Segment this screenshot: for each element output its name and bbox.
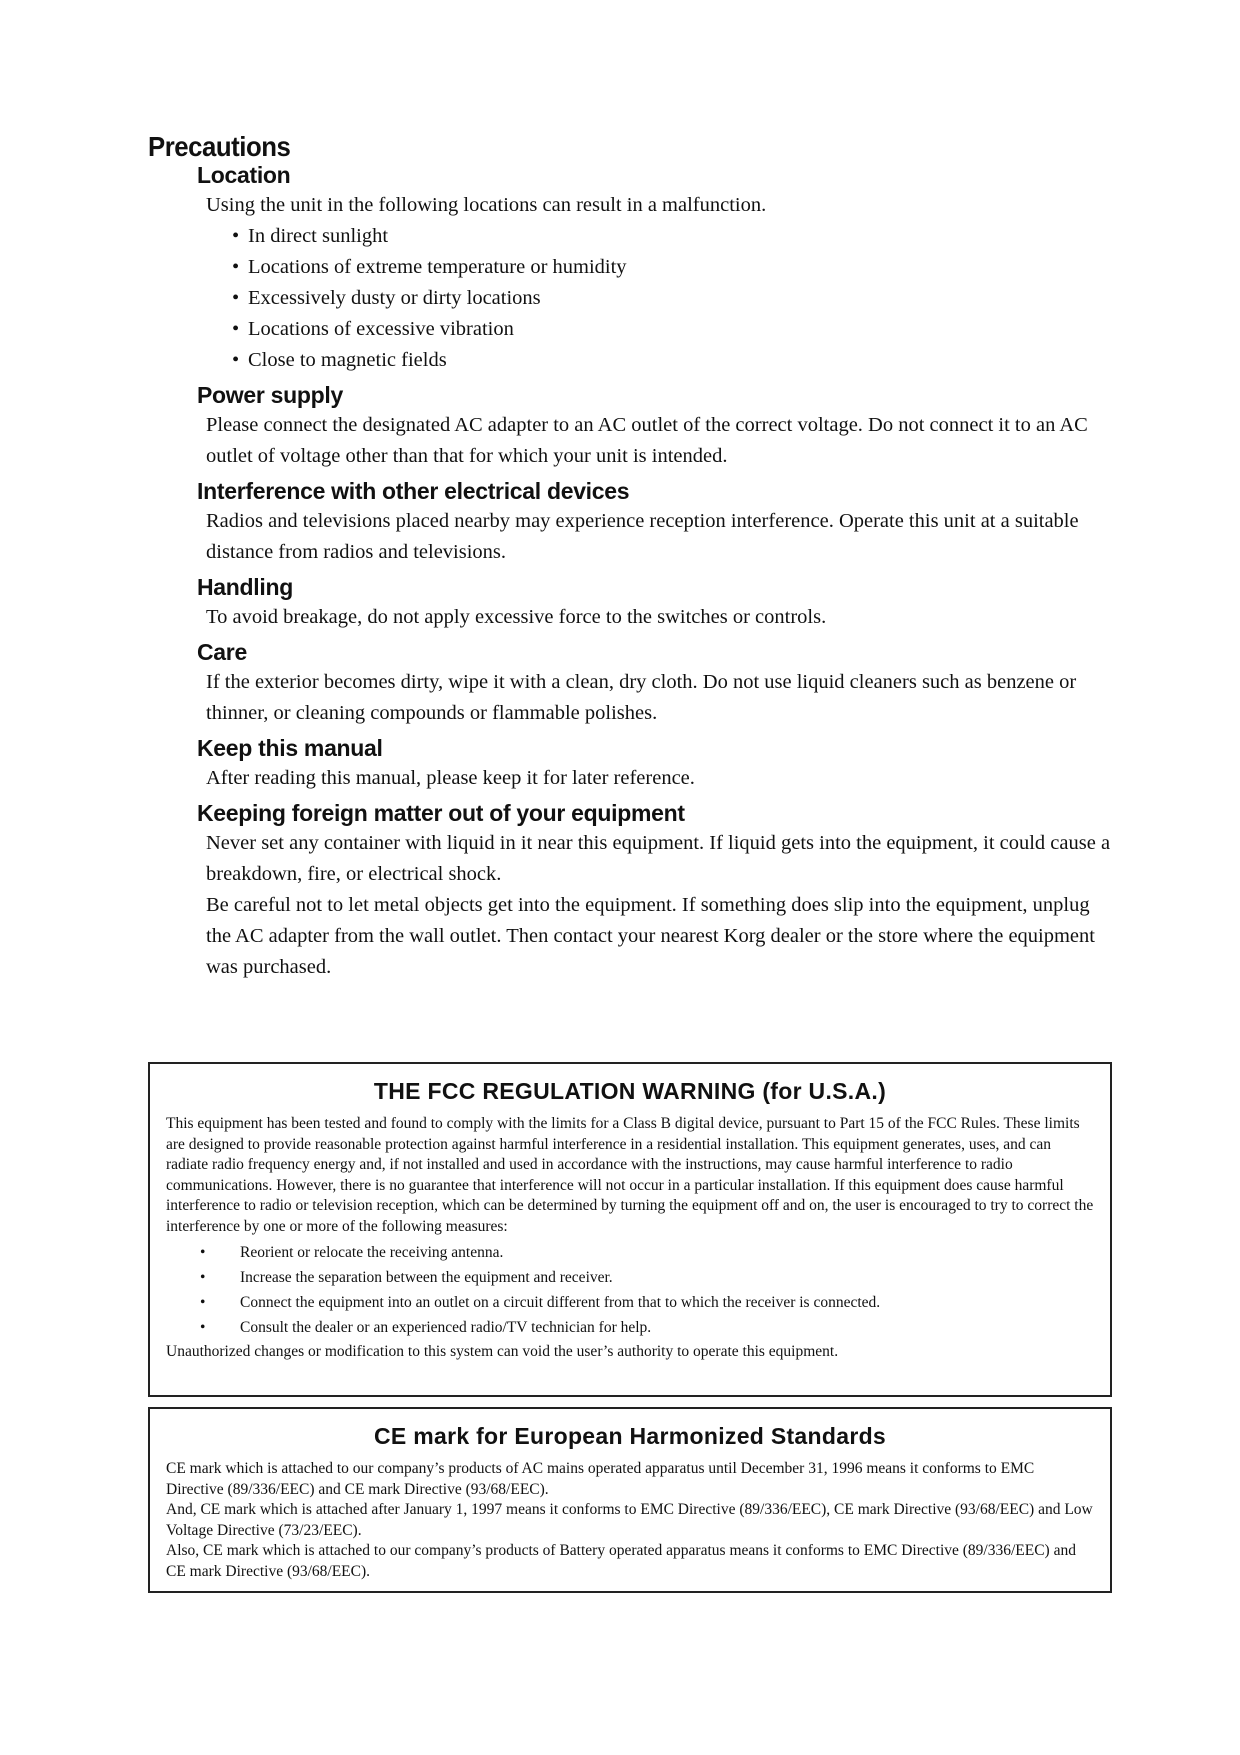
list-item: • Excessively dusty or dirty locations xyxy=(232,287,541,309)
list-item: • Consult the dealer or an experienced radio/TV technician for help. xyxy=(200,1319,652,1336)
section-heading-foreign-matter: Keeping foreign matter out of your equipment xyxy=(197,800,685,826)
list-item: • Close to magnetic fields xyxy=(232,349,447,371)
section-power-supply xyxy=(197,380,1117,472)
section-keep-manual xyxy=(197,733,1117,794)
list-item: • Increase the separation between the equipment and receiver. xyxy=(200,1269,613,1286)
foreign-matter-text-1: Never set any container with liquid in it near this equipment. If liquid gets into the equipment, it could cause a breakdown, fire, or electrical shock. xyxy=(206,832,1111,885)
power-supply-text: Please connect the designated AC adapter to an AC outlet of the correct voltage. Do not connect it to an AC outlet of voltage other than that for which your unit is intended. xyxy=(206,414,1088,467)
section-heading-care: Care xyxy=(197,639,247,665)
ce-paragraph-1: CE mark which is attached to our company’s products of AC mains operated apparatus until December 31, 1996 means it conforms to EMC Directive (89/336/EEC) and CE mark Directive (93/68/EEC). xyxy=(166,1460,1035,1498)
ce-paragraph-3: Also, CE mark which is attached to our company’s products of Battery operated apparatus means it conforms to EMC Directive (89/336/EEC) and CE mark Directive (93/68/EEC). xyxy=(166,1542,1076,1580)
section-location xyxy=(197,160,1117,376)
section-body-location xyxy=(206,190,1117,376)
fcc-footer: Unauthorized changes or modification to this system can void the user’s authority to operate this equipment. xyxy=(166,1343,839,1360)
section-heading-handling: Handling xyxy=(197,574,293,600)
interference-text: Radios and televisions placed nearby may experience reception interference. Operate this unit at a suitable distance from radios and televisions. xyxy=(206,510,1079,563)
section-heading-power-supply: Power supply xyxy=(197,382,343,408)
section-foreign-matter xyxy=(197,798,1117,983)
list-item: • Locations of extreme temperature or humidity xyxy=(232,256,627,278)
section-heading-location: Location xyxy=(197,162,291,188)
care-text: If the exterior becomes dirty, wipe it with a clean, dry cloth. Do not use liquid cleaners such as benzene or thinner, or cleaning compounds or flammable polishes. xyxy=(206,671,1077,724)
section-heading-keep-manual: Keep this manual xyxy=(197,735,383,761)
list-item: • Connect the equipment into an outlet on a circuit different from that to which the receiver is connected. xyxy=(200,1294,881,1311)
list-item: • Reorient or relocate the receiving antenna. xyxy=(200,1244,504,1261)
page-title: Precautions xyxy=(148,130,291,162)
foreign-matter-text-2: Be careful not to let metal objects get into the equipment. If something does slip into the equipment, unplug the AC adapter from the wall outlet. Then contact your nearest Korg dealer or the store where the equipment was purchased. xyxy=(206,894,1095,978)
fcc-measures-list xyxy=(166,1240,1094,1340)
fcc-text: This equipment has been tested and found to comply with the limits for a Class B digital device, pursuant to Part 15 of the FCC Rules. These limits are designed to provide reasonable protection against harmful interference in a residential installation. This equipment generates, uses, and can radiate radio frequency energy and, if not installed and used in accordance with the instructions, may cause harmful interference to radio communications. However, there is no guarantee that interference will not occur in a particular installation. If this equipment does cause harmful interference to radio or television reception, which can be determined by turning the equipment off and on, the user is encouraged to try to correct the interference by one or more of the following measures: xyxy=(166,1115,1094,1235)
list-item: • In direct sunlight xyxy=(232,225,389,247)
section-handling xyxy=(197,572,1117,633)
location-list xyxy=(206,221,1117,376)
ce-title: CE mark for European Harmonized Standards xyxy=(373,1423,887,1449)
section-care xyxy=(197,637,1117,729)
ce-mark-box xyxy=(148,1407,1112,1593)
precautions-sections xyxy=(197,160,1117,987)
ce-paragraph-2: And, CE mark which is attached after January 1, 1997 means it conforms to EMC Directive (89/336/EEC), CE mark Directive (93/68/EEC) and Low Voltage Directive (73/23/EEC). xyxy=(166,1501,1093,1539)
fcc-title: THE FCC REGULATION WARNING (for U.S.A.) xyxy=(373,1078,887,1104)
section-heading-interference: Interference with other electrical devices xyxy=(197,478,630,504)
fcc-warning-box xyxy=(148,1062,1112,1397)
handling-text: To avoid breakage, do not apply excessive force to the switches or controls. xyxy=(206,606,827,628)
location-intro: Using the unit in the following locations can result in a malfunction. xyxy=(206,194,767,216)
keep-manual-text: After reading this manual, please keep it for later reference. xyxy=(206,767,695,789)
list-item: • Locations of excessive vibration xyxy=(232,318,514,340)
section-interference xyxy=(197,476,1117,568)
